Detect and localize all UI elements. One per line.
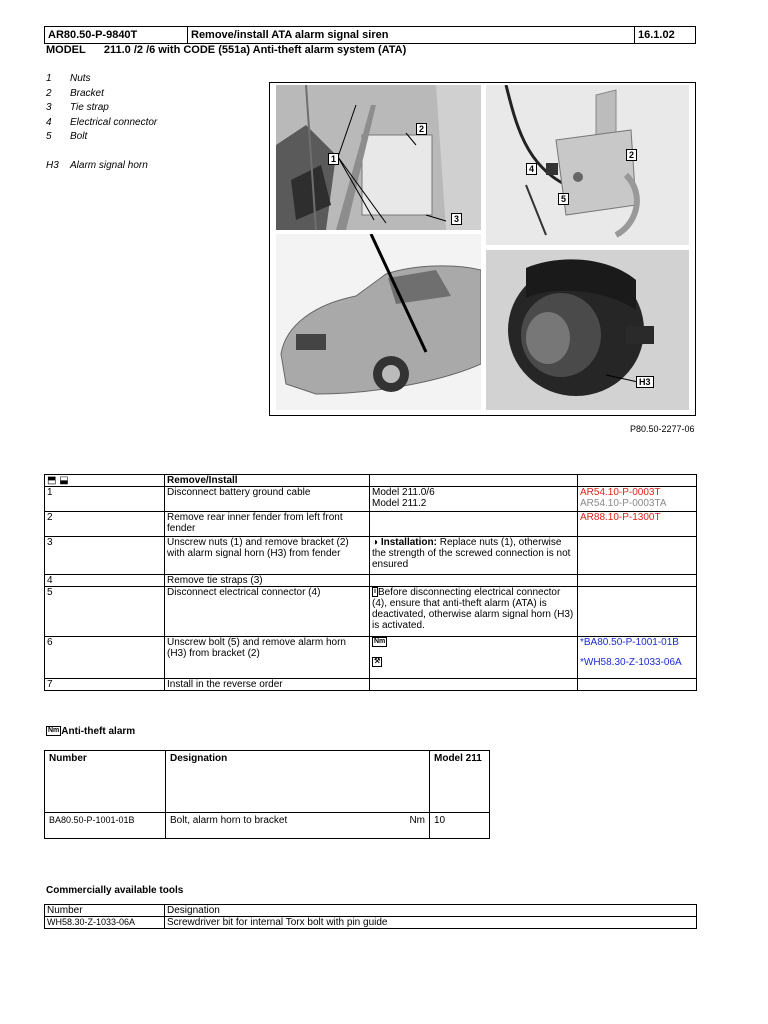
torque-section-title: Nm Anti-theft alarm — [48, 726, 136, 737]
ref-link[interactable]: *BA80.50-P-1001-01B — [580, 637, 679, 648]
installation-note-icon: ◑ — [372, 537, 379, 548]
bracket-detail-illustration — [486, 85, 689, 245]
table-row: 6 Unscrew bolt (5) and remove alarm horn (H3) from bracket (2) Nm ⚒ *BA80.50-P-1001-01B *WH58.30-Z-1033-06A — [45, 637, 697, 679]
legend-item: H3 Alarm signal horn — [46, 159, 148, 171]
doc-header-table — [44, 26, 696, 44]
ref-link[interactable]: AR88.10-P-1300T — [580, 512, 661, 523]
figure-legend — [46, 72, 157, 173]
steps-header-icons — [45, 475, 165, 487]
callout-2b: 2 — [626, 149, 637, 161]
panel-bracket-detail — [486, 85, 689, 245]
fender-bracket-illustration — [276, 85, 481, 230]
model-label: MODEL — [46, 44, 86, 56]
ref-link[interactable]: AR54.10-P-0003TA — [580, 498, 667, 509]
callout-3: 3 — [451, 213, 462, 225]
ref-link[interactable]: AR54.10-P-0003T — [580, 487, 661, 498]
callout-2: 2 — [416, 123, 427, 135]
legend-item: 2 Bracket — [46, 87, 104, 99]
table-row: 1 Disconnect battery ground cable Model 211.0/6 Model 211.2 AR54.10-P-0003T AR54.10-P-0003TA — [45, 487, 697, 512]
legend-item: 3 Tie strap — [46, 102, 109, 113]
steps-header-label: Remove/Install — [165, 475, 370, 487]
expand-icon: ⬒ — [47, 475, 57, 486]
panel-fender-bracket — [276, 85, 481, 230]
tools-table: Number Designation WH58.30-Z-1033-06A Screwdriver bit for internal Torx bolt with pin guide — [44, 904, 697, 929]
legend-item: 4 Electrical connector — [46, 116, 158, 128]
callout-1: 1 — [328, 153, 339, 165]
table-row: WH58.30-Z-1033-06A Screwdriver bit for internal Torx bolt with pin guide — [45, 917, 697, 929]
legend-item: 5 Bolt — [46, 131, 88, 142]
callout-4: 4 — [526, 163, 537, 175]
doc-title: Remove/install ATA alarm signal siren — [188, 27, 635, 44]
doc-id: AR80.50-P-9840T — [45, 27, 188, 44]
tools-section-title: Commercially available tools — [46, 885, 184, 896]
callout-h3: H3 — [636, 376, 654, 388]
table-row: 2 Remove rear inner fender from left front fender AR88.10-P-1300T — [45, 512, 697, 537]
torque-icon: Nm — [374, 638, 386, 646]
collapse-icon: ⬓ — [59, 475, 69, 486]
panel-alarm-horn — [486, 250, 689, 410]
model-text: 211.0 /2 /6 with CODE (551a) Anti-theft alarm system (ATA) — [103, 44, 407, 56]
table-row: 3 Unscrew nuts (1) and remove bracket (2) with alarm signal horn (H3) from fender ◑ Installation: Replace nuts (1), otherwise the strength of the screwed connection is not ensured — [45, 537, 697, 575]
panel-vehicle — [276, 234, 481, 410]
table-row: 7 Install in the reverse order — [45, 679, 697, 691]
vehicle-illustration — [276, 234, 481, 410]
figure-reference: P80.50-2277-06 — [630, 424, 695, 434]
table-row: BA80.50-P-1001-01B Bolt, alarm horn to bracket Nm 10 — [45, 813, 490, 839]
ref-link[interactable]: *WH58.30-Z-1033-06A — [580, 657, 682, 668]
remove-install-table — [44, 474, 697, 691]
tool-icon: ⚒ — [374, 658, 381, 666]
legend-item: 1 Nuts — [46, 73, 91, 84]
callout-5: 5 — [558, 193, 569, 205]
table-row: 5 Disconnect electrical connector (4) i Before disconnecting electrical connector (4), ensure that anti-theft alarm (ATA) is deactivated, otherwise alarm signal horn (H3) is activated. — [45, 587, 697, 637]
model-line — [46, 44, 406, 56]
doc-date: 16.1.02 — [635, 27, 696, 44]
installation-figure — [269, 82, 696, 416]
info-icon: i — [374, 588, 376, 596]
torque-table: Number Designation Model 211 BA80.50-P-1001-01B Bolt, alarm horn to bracket Nm 10 — [44, 750, 490, 839]
table-row: 4 Remove tie straps (3) — [45, 575, 697, 587]
alarm-horn-illustration — [486, 250, 689, 410]
torque-icon: Nm — [48, 727, 60, 735]
